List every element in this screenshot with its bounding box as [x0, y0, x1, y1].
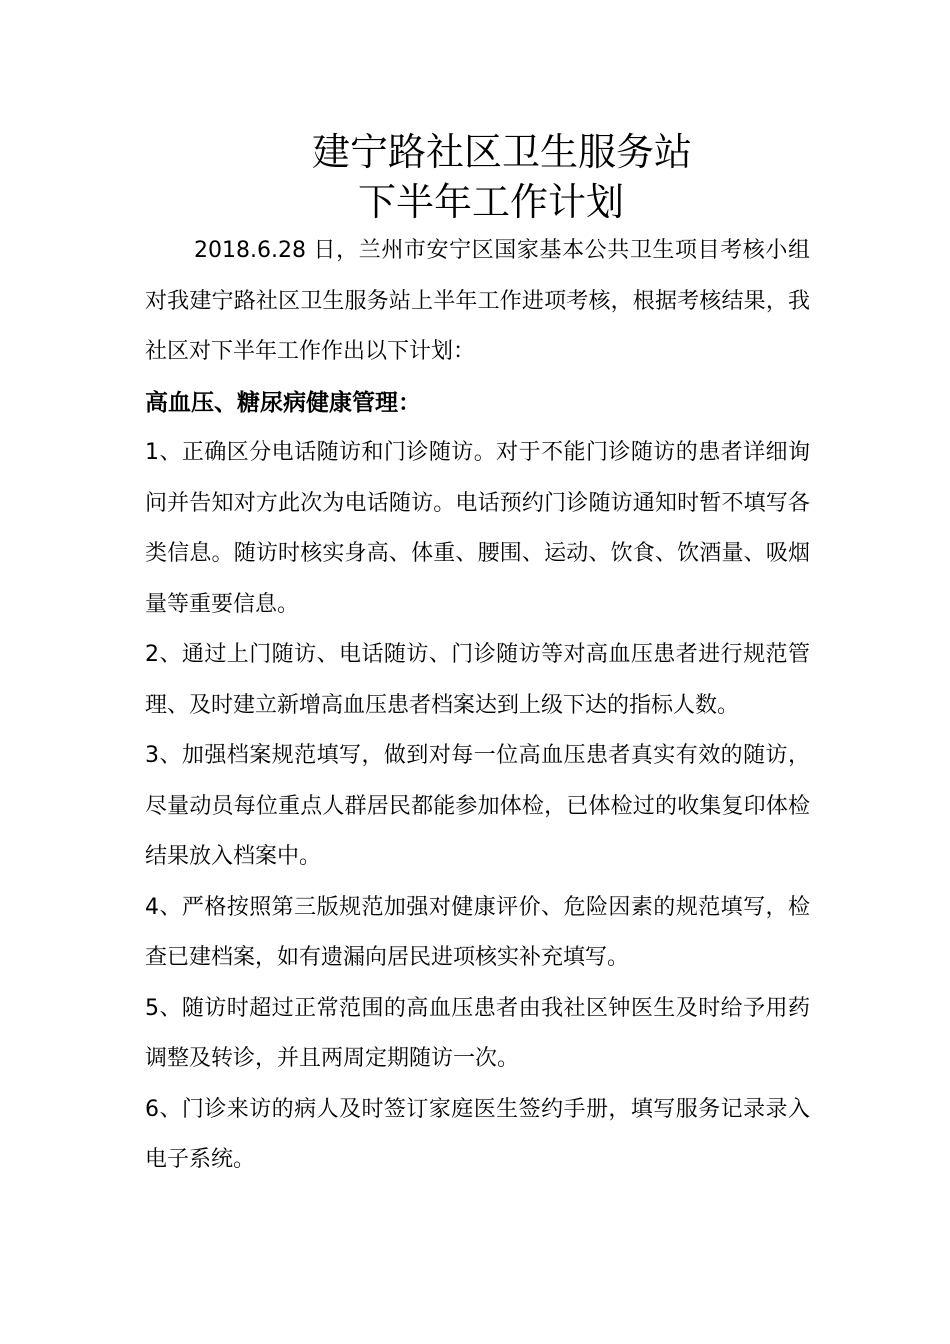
list-item: 3、加强档案规范填写，做到对每一位高血压患者真实有效的随访，尽量动员每位重点人群居民都能参加体检，已体检过的收集复印体检结果放入档案中。 — [145, 743, 810, 869]
list-item: 1、正确区分电话随访和门诊随访。对于不能门诊随访的患者详细询问并告知对方此次为电话随访。电话预约门诊随访通知时暂不填写各类信息。随访时核实身高、体重、腰围、运动、饮食、饮酒量、吸烟量等重要信息。 — [145, 440, 810, 617]
list-item: 5、随访时超过正常范围的高血压患者由我社区钟医生及时给予用药调整及转诊，并且两周定期随访一次。 — [145, 995, 810, 1071]
section-heading: 高血压、糖尿病健康管理： — [145, 389, 421, 416]
intro-paragraph: 2018.6.28 日，兰州市安宁区国家基本公共卫生项目考核小组对我建宁路社区卫生服务站上半年工作进项考核，根据考核结果，我社区对下半年工作作出以下计划： — [145, 238, 810, 364]
list-item: 2、通过上门随访、电话随访、门诊随访等对高血压患者进行规范管理、及时建立新增高血压患者档案达到上级下达的指标人数。 — [145, 642, 810, 718]
list-item: 6、门诊来访的病人及时签订家庭医生签约手册，填写服务记录录入电子系统。 — [145, 1096, 810, 1172]
document-body — [145, 226, 810, 1186]
list-item: 4、严格按照第三版规范加强对健康评价、危险因素的规范填写，检查已建档案，如有遗漏向居民进项核实补充填写。 — [145, 894, 810, 970]
title-line-1: 建宁路社区卫生服务站 — [312, 130, 693, 174]
title-line-2: 下半年工作计划 — [358, 180, 625, 224]
